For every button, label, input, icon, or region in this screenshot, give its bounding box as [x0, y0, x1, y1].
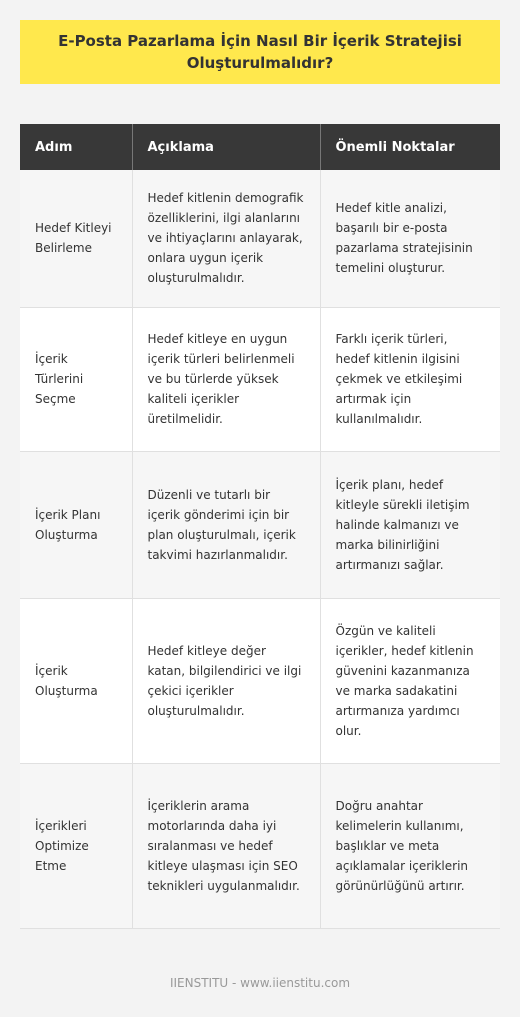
description-cell: Düzenli ve tutarlı bir içerik gönderimi için bir plan oluşturulmalı, içerik takvimi hazırlanmalıdır. [132, 451, 320, 598]
table-row [20, 307, 500, 451]
column-header-step: Adım [20, 124, 132, 170]
page-title: E-Posta Pazarlama İçin Nasıl Bir İçerik Stratejisi Oluşturulmalıdır? [58, 32, 462, 72]
column-header-notes: Önemli Noktalar [320, 124, 500, 170]
description-cell: Hedef kitleye değer katan, bilgilendirici ve ilgi çekici içerikler oluşturulmalıdır. [132, 598, 320, 763]
table-row [20, 170, 500, 307]
description-cell: Hedef kitleye en uygun içerik türleri belirlenmeli ve bu türlerde yüksek kaliteli içerikler üretilmelidir. [132, 307, 320, 451]
notes-cell: Doğru anahtar kelimelerin kullanımı, başlıklar ve meta açıklamalar içeriklerin görünürlüğünü artırır. [320, 763, 500, 928]
step-cell: İçerik Türlerini Seçme [20, 307, 132, 451]
step-cell: İçerik Planı Oluşturma [20, 451, 132, 598]
column-header-description: Açıklama [132, 124, 320, 170]
notes-cell: İçerik planı, hedef kitleyle sürekli iletişim halinde kalmanızı ve marka bilinirliğini artırmanızı sağlar. [320, 451, 500, 598]
notes-cell: Hedef kitle analizi, başarılı bir e-posta pazarlama stratejisinin temelini oluşturur. [320, 170, 500, 307]
table-row [20, 598, 500, 763]
footer-credit: IIENSTITU - www.iienstitu.com [169, 976, 351, 990]
notes-cell: Özgün ve kaliteli içerikler, hedef kitlenin güvenini kazanmanıza ve marka sadakatini artırmanıza yardımcı olur. [320, 598, 500, 763]
title-banner [20, 20, 500, 84]
step-cell: İçerik Oluşturma [20, 598, 132, 763]
table-row [20, 763, 500, 928]
description-cell: İçeriklerin arama motorlarında daha iyi sıralanması ve hedef kitleye ulaşması için SEO teknikleri uygulanmalıdır. [132, 763, 320, 928]
description-cell: Hedef kitlenin demografik özelliklerini, ilgi alanlarını ve ihtiyaçlarını anlayarak, onlara uygun içerik oluşturulmalıdır. [132, 170, 320, 307]
notes-cell: Farklı içerik türleri, hedef kitlenin ilgisini çekmek ve etkileşimi artırmak için kullanılmalıdır. [320, 307, 500, 451]
step-cell: İçerikleri Optimize Etme [20, 763, 132, 928]
strategy-table [20, 124, 500, 929]
table-header-row [20, 124, 500, 170]
table-row [20, 451, 500, 598]
step-cell: Hedef Kitleyi Belirleme [20, 170, 132, 307]
